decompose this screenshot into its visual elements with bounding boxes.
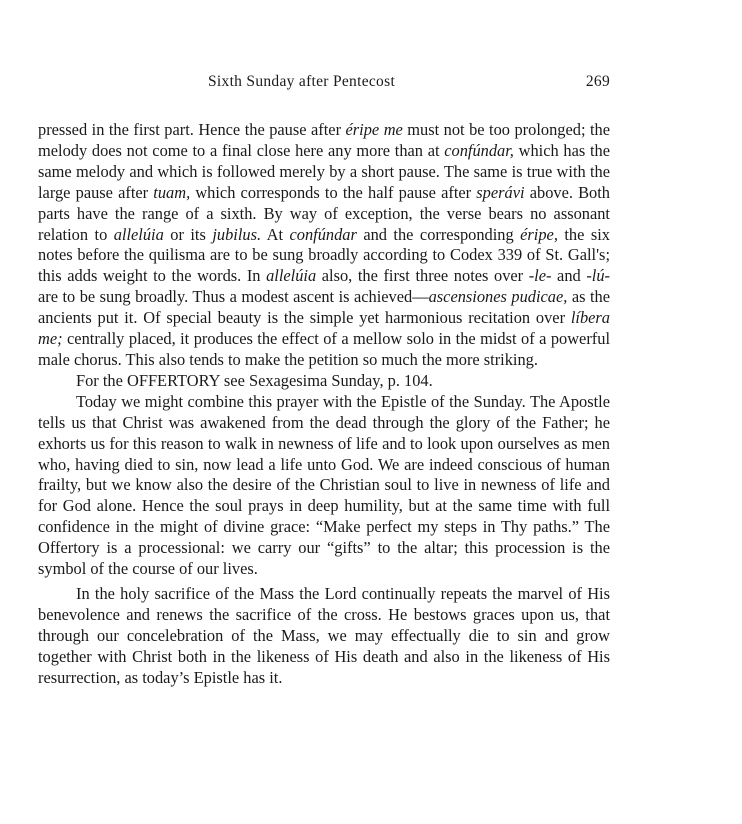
text-run: or its	[163, 224, 213, 244]
text-run: the six notes before the quilisma are to be sung broadly according to Codex 339 of St. Gall's; this adds weight to the words. In	[38, 224, 610, 286]
text-run: which has the same melody and which is followed merely by a short pause. The same is true with the large pause after	[38, 140, 610, 202]
paragraph-p4	[38, 584, 610, 689]
running-header	[38, 73, 610, 95]
text-run: which corresponds to the half pause after	[190, 182, 477, 202]
paragraph-p2	[38, 371, 610, 392]
text-run: and the corresponding	[356, 224, 521, 244]
italic-term: ascensiones pudicae,	[428, 287, 568, 307]
text-run: For the OFFERTORY see Sexagesima Sunday, p. 104.	[76, 370, 433, 390]
italic-term: -le-	[528, 266, 552, 286]
italic-term: jubilus.	[212, 224, 262, 244]
text-run: Today we might combine this prayer with the Epistle of the Sunday. The Apostle tells us that Christ was awakened from the dead through the glory of the Father; he exhorts us for this reason to walk in newness of life and to look upon ourselves as men who, having died to sin, now lead a life unto God. We are indeed conscious of human frailty, but we know also the desire of the Christian soul to live in newness of life and for God alone. Hence the soul prays in deep humility, but at the same time with full confidence in the might of divine grace: “Make perfect my steps in Thy paths.” The Offertory is a processional: we carry our “gifts” to the altar; this procession is the symbol of the course of our lives.	[38, 391, 610, 579]
paragraph-p3	[38, 392, 610, 580]
text-run: above. Both parts have the range of a sixth. By way of exception, the verse bears no assonant relation to	[38, 182, 610, 244]
italic-term: allelúia	[113, 224, 164, 244]
italic-term: confúndar,	[444, 140, 514, 160]
italic-term: tuam,	[153, 182, 191, 202]
italic-term: líbera me;	[38, 308, 610, 349]
italic-term: allelúia	[266, 266, 317, 286]
text-run: must not be too prolonged; the melody does not come to a final close here any more than at	[38, 120, 611, 160]
italic-term: éripe me	[345, 120, 403, 139]
text-run: are to be sung broadly. Thus a modest ascent is achieved—	[38, 287, 429, 307]
paragraph-p1	[38, 120, 610, 371]
italic-term: sperávi	[476, 182, 525, 202]
italic-term: -lú-	[586, 266, 610, 286]
text-run: In the holy sacrifice of the Mass the Lord continually repeats the marvel of His benevolence and renews the sacrifice of the cross. He bestows graces upon us, that through our concelebration of the Mass, we may effectually die to sin and grow together with Christ both in the likeness of His death and also in the likeness of His resurrection, as today’s Epistle has it.	[38, 583, 610, 687]
text-run: At	[261, 224, 290, 244]
running-title: Sixth Sunday after Pentecost	[208, 73, 396, 90]
italic-term: confúndar	[289, 224, 357, 244]
body-text	[38, 120, 610, 688]
text-run: centrally placed, it produces the effect of a mellow solo in the midst of a powerful male chorus. This also tends to make the petition so much the more striking.	[38, 329, 610, 369]
text-run: and	[551, 266, 587, 286]
text-run: pressed in the first part. Hence the pause after	[38, 120, 346, 139]
text-run: as the ancients put it. Of special beauty is the simple yet harmonious recitation over	[38, 287, 610, 328]
text-run: also, the first three notes over	[316, 266, 529, 286]
page-number: 269	[585, 73, 610, 90]
italic-term: éripe,	[520, 224, 558, 244]
